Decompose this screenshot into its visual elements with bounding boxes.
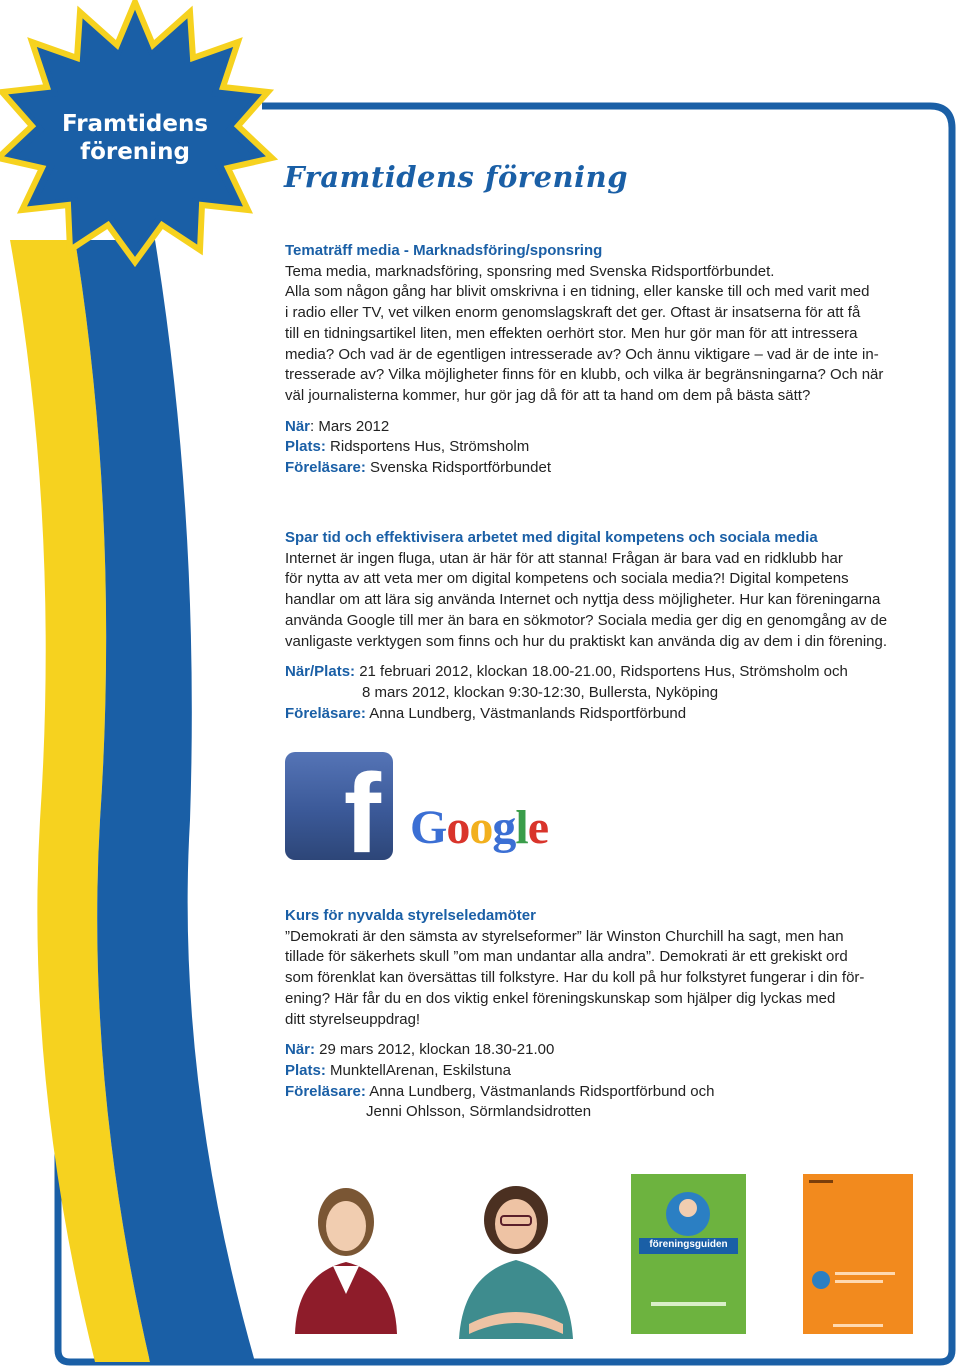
body-line: ditt styrelseuppdrag! <box>285 1010 421 1028</box>
where-row <box>285 437 915 458</box>
section-heading: Kurs för nyvalda styrelseledamöter <box>285 907 536 924</box>
event-meta <box>285 417 915 479</box>
body-line: använda Google till mer än bara en sökmotor? Sociala media ger dig en genomgång av de <box>285 611 888 629</box>
speaker-label: Föreläsare: <box>285 459 366 477</box>
badge-line-1: Framtidens <box>61 111 209 137</box>
speaker-row <box>285 704 915 725</box>
section-body <box>285 549 915 653</box>
speaker-photo-jenni <box>457 1174 575 1339</box>
section-digital <box>285 528 915 724</box>
speaker-photo-anna <box>287 1174 405 1334</box>
book-title: föreningsguiden <box>649 1239 728 1250</box>
body-line: Alla som någon gång har blivit omskrivna i en tidning, eller kanske till och med varit med <box>285 283 870 301</box>
when-value: 29 mars 2012, klockan 18.30-21.00 <box>315 1041 555 1059</box>
body-line: som förenklat kan översättas till folkstyre. Har du koll på hur folkstyret fungerar i din för- <box>285 969 865 987</box>
when-label: När/Plats: <box>285 663 356 681</box>
google-letter: e <box>527 801 548 854</box>
where-value: MunktellArenan, Eskilstuna <box>325 1061 511 1079</box>
where-label: Plats: <box>285 438 326 456</box>
body-line: tillade för säkerhets skull ”om man undantar alla andra”. Demokrati är ett grekiskt ord <box>285 948 848 966</box>
body-line: ening? Här får du en dos viktig enkel föreningskunskap som hjälper dig lyckas med <box>285 989 836 1007</box>
section-heading: Spar tid och effektivisera arbetet med digital kompetens och sociala media <box>285 529 818 546</box>
google-letter: o <box>446 801 470 854</box>
where-value: Ridsportens Hus, Strömsholm <box>325 438 530 456</box>
event-meta <box>285 1040 915 1123</box>
speaker-value: Anna Lundberg, Västmanlands Ridsportförbund och <box>365 1082 715 1100</box>
when-label: När: <box>285 1041 316 1059</box>
body-line: i radio eller TV, vet vilken enorm genomslagskraft det ger. Oftast är insatserna för att få <box>285 304 861 322</box>
badge-line-2: förening <box>80 139 190 165</box>
when-value: : Mars 2012 <box>310 417 390 435</box>
when-row-2: 8 mars 2012, klockan 9:30-12:30, Bullersta, Nyköping <box>362 683 719 701</box>
event-meta <box>285 662 915 724</box>
body-line: media? Och vad är de egentligen intresserade av? Och ännu viktigare – vad är de inte in- <box>285 345 879 363</box>
where-row <box>285 1061 915 1082</box>
body-line: till en tidningsartikel liten, men effekten oerhört stor. Men hur gör man för att intressera <box>285 324 858 342</box>
google-logo <box>410 800 548 855</box>
body-line: vanligaste verktygen som finns och hur du praktiskt kan använda dig av dem i din förening. <box>285 632 888 650</box>
google-letter: o <box>469 801 493 854</box>
body-line: ”Demokrati är den sämsta av styrelseformer” lär Winston Churchill ha sagt, men han <box>285 927 844 945</box>
when-label: När <box>285 417 311 435</box>
google-letter: G <box>410 801 447 854</box>
section-body <box>285 262 915 407</box>
body-line: handlar om att lära sig använda Internet och nyttja dess möjligheter. Hur kan föreningarna <box>285 591 881 609</box>
speaker-label: Föreläsare: <box>285 704 366 722</box>
section-heading: Tematräff media - Marknadsföring/sponsring <box>285 242 603 259</box>
book-cover-orange <box>803 1174 913 1334</box>
when-value: 21 februari 2012, klockan 18.00-21.00, Ridsportens Hus, Strömsholm och <box>355 663 848 681</box>
when-row <box>285 417 915 438</box>
body-line: Internet är ingen fluga, utan är här för att stanna! Frågan är bara vad en ridklubb har <box>285 549 843 567</box>
body-line: för nytta av att veta mer om digital kompetens och sociala media?! Digital kompetens <box>285 570 849 588</box>
section-media <box>285 241 915 479</box>
facebook-glyph: f <box>343 752 381 860</box>
speaker-value: Anna Lundberg, Västmanlands Ridsportförbund <box>365 704 687 722</box>
where-label: Plats: <box>285 1061 326 1079</box>
speaker-row-2: Jenni Ohlsson, Sörmlandsidrotten <box>366 1103 592 1121</box>
speaker-label: Föreläsare: <box>285 1082 366 1100</box>
google-letter: g <box>492 801 516 854</box>
badge-label <box>40 110 230 166</box>
when-row <box>285 662 915 683</box>
google-letter: l <box>515 801 528 854</box>
speaker-row <box>285 458 915 479</box>
body-line: väl journalisterna kommer, hur gör jag då för att ta hand om dem på bästa sätt? <box>285 386 811 404</box>
when-row <box>285 1040 915 1061</box>
body-line: tresserade av? Vilka möjligheter finns för en klubb, och vilka är begränsningarna? Och när <box>285 366 884 384</box>
section-board-course <box>285 906 915 1123</box>
facebook-logo <box>285 752 393 860</box>
speaker-row <box>285 1082 915 1103</box>
section-body <box>285 927 915 1031</box>
body-line: Tema media, marknadsföring, sponsring med Svenska Ridsportförbundet. <box>285 262 775 280</box>
page-title: Framtidens förening <box>284 160 628 194</box>
speaker-value: Svenska Ridsportförbundet <box>365 459 551 477</box>
book-cover-foreningsguiden <box>631 1174 746 1334</box>
